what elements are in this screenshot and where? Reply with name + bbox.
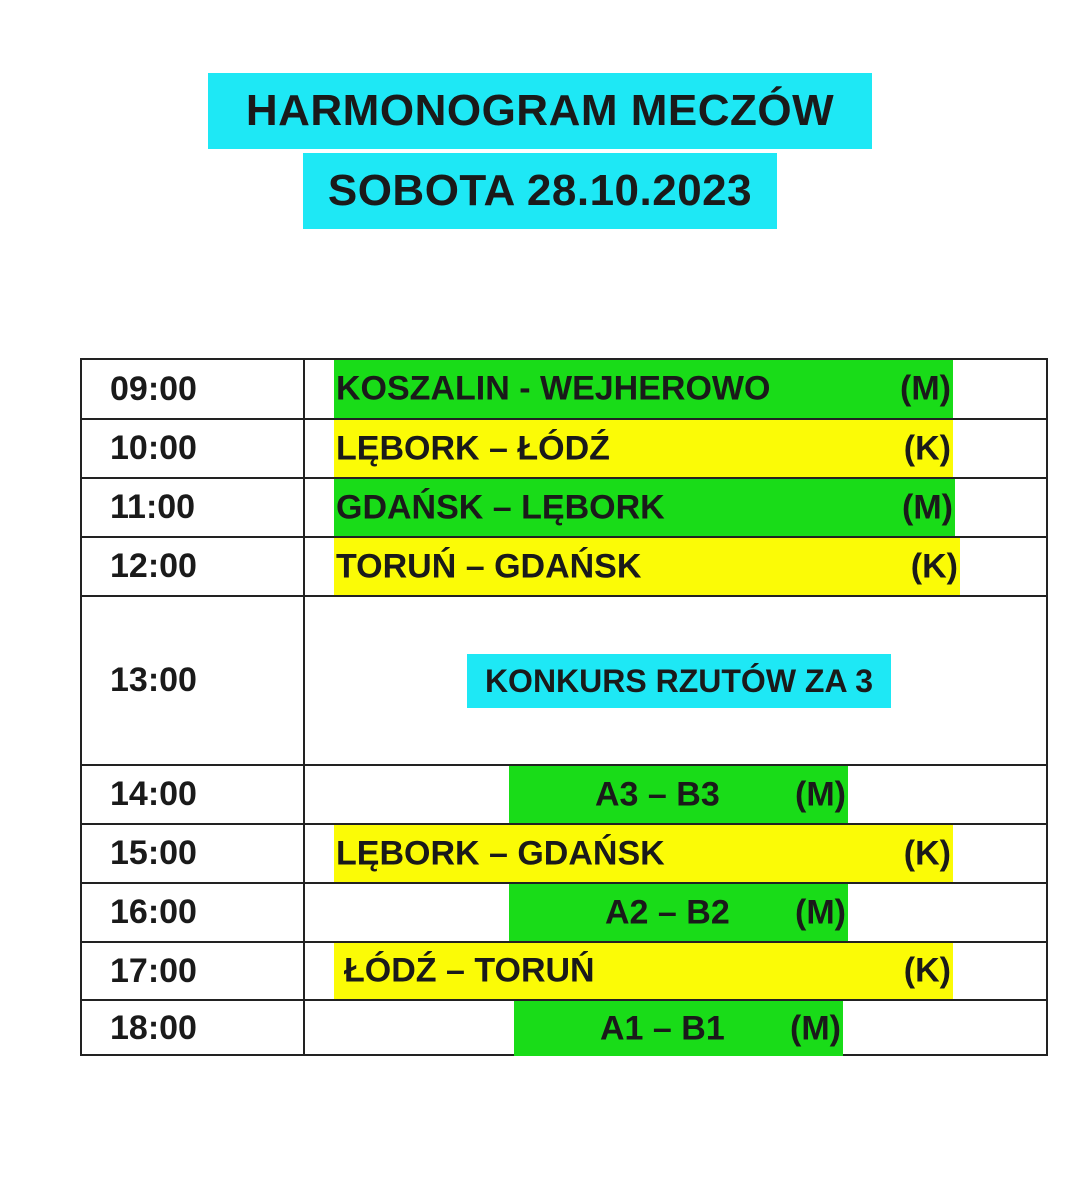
match-highlight xyxy=(334,538,960,595)
table-row xyxy=(82,479,1046,538)
match-teams: LĘBORK – GDAŃSK xyxy=(336,834,665,872)
time-cell: 15:00 xyxy=(82,825,305,882)
time-cell: 10:00 xyxy=(82,420,305,477)
schedule-title: HARMONOGRAM MECZÓW xyxy=(208,73,872,149)
table-row xyxy=(82,1001,1046,1056)
match-category: (K) xyxy=(903,429,951,467)
match-highlight xyxy=(509,884,848,941)
match-category: (K) xyxy=(910,547,958,585)
table-row xyxy=(82,597,1046,766)
match-highlight xyxy=(334,943,953,999)
table-row xyxy=(82,538,1046,597)
table-row xyxy=(82,943,1046,1001)
match-schedule-table xyxy=(80,358,1048,1056)
time-cell: 09:00 xyxy=(82,360,305,418)
match-category: (K) xyxy=(903,951,951,990)
time-cell: 18:00 xyxy=(82,1001,305,1056)
match-category: (M) xyxy=(795,775,846,813)
match-teams: TORUŃ – GDAŃSK xyxy=(336,547,642,585)
time-cell: 17:00 xyxy=(82,943,305,999)
match-teams: GDAŃSK – LĘBORK xyxy=(336,488,665,526)
match-category: (M) xyxy=(790,1009,841,1047)
match-teams: A3 – B3 xyxy=(595,775,720,813)
match-teams: A2 – B2 xyxy=(605,893,730,931)
table-row xyxy=(82,884,1046,943)
table-row xyxy=(82,360,1046,420)
match-category: (M) xyxy=(795,893,846,931)
time-cell: 13:00 xyxy=(82,597,305,764)
match-category: (M) xyxy=(902,488,953,526)
match-category: (M) xyxy=(900,369,951,408)
time-cell: 16:00 xyxy=(82,884,305,941)
special-event-highlight: KONKURS RZUTÓW ZA 3 xyxy=(467,654,891,708)
match-highlight xyxy=(514,1001,843,1056)
match-highlight xyxy=(334,360,953,418)
schedule-date: SOBOTA 28.10.2023 xyxy=(303,153,777,229)
table-row xyxy=(82,420,1046,479)
time-cell: 12:00 xyxy=(82,538,305,595)
table-row xyxy=(82,766,1046,825)
time-cell: 11:00 xyxy=(82,479,305,536)
match-teams: KOSZALIN - WEJHEROWO xyxy=(336,369,771,408)
match-highlight xyxy=(334,825,953,882)
match-teams: A1 – B1 xyxy=(600,1009,725,1047)
match-category: (K) xyxy=(903,834,951,872)
match-teams: ŁÓDŹ – TORUŃ xyxy=(344,951,595,990)
match-highlight xyxy=(509,766,848,823)
match-highlight xyxy=(334,420,953,477)
match-teams: LĘBORK – ŁÓDŹ xyxy=(336,429,610,467)
table-row xyxy=(82,825,1046,884)
time-cell: 14:00 xyxy=(82,766,305,823)
match-highlight xyxy=(334,479,955,536)
